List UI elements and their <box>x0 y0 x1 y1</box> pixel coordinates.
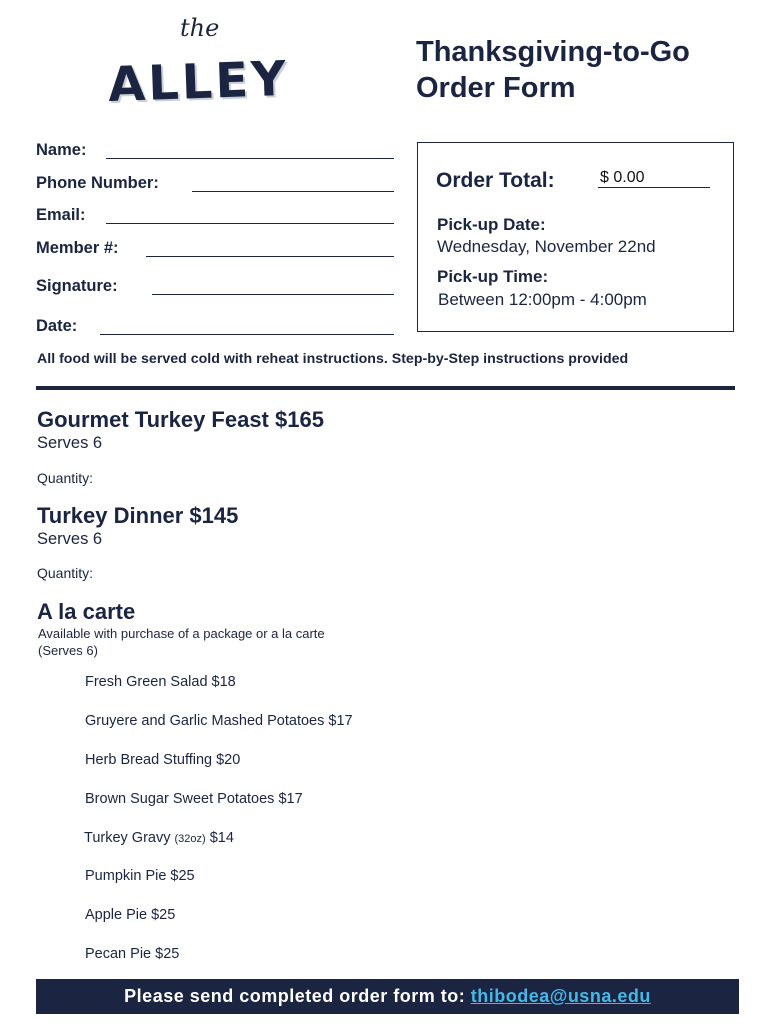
date-field[interactable] <box>36 317 77 339</box>
package-title: Gourmet Turkey Feast $165 <box>37 407 324 432</box>
package-title: Turkey Dinner $145 <box>37 503 239 528</box>
name-input-line[interactable] <box>106 158 394 159</box>
title-line-1: Thanksgiving-to-Go <box>416 36 690 68</box>
menu-item: Apple Pie $25 <box>85 907 176 923</box>
order-total-label: Order Total: <box>436 169 555 192</box>
logo <box>108 14 308 114</box>
package-serves: Serves 6 <box>37 530 103 548</box>
member-input-line[interactable] <box>146 256 394 257</box>
title-line-2: Order Form <box>416 72 576 104</box>
pickup-time-value: Between 12:00pm - 4:00pm <box>438 290 647 309</box>
footer-banner <box>36 979 739 1014</box>
pickup-time-label: Pick-up Time: <box>437 267 549 286</box>
menu-item-price: $14 <box>209 830 234 846</box>
package-serves: Serves 6 <box>37 434 103 452</box>
menu-item: Pecan Pie $25 <box>85 946 180 962</box>
package-quantity-label[interactable]: Quantity: <box>37 470 94 486</box>
email-label: Email: <box>36 206 86 224</box>
logo-small-text: the <box>180 14 220 42</box>
footer-email-link[interactable]: thibodea@usna.edu <box>470 986 651 1006</box>
order-summary-box <box>417 142 734 332</box>
footer-text: Please send completed order form to: <box>124 986 466 1006</box>
a-la-carte-subtitle-line-2: (Serves 6) <box>38 643 98 658</box>
menu-item-size: (32oz) <box>174 833 206 845</box>
member-field[interactable] <box>36 239 119 261</box>
menu-item-name: Turkey Gravy <box>84 830 171 846</box>
divider <box>36 386 735 390</box>
signature-input-line[interactable] <box>152 294 394 295</box>
email-field[interactable] <box>36 206 86 228</box>
menu-item: Gruyere and Garlic Mashed Potatoes $17 <box>85 713 353 729</box>
logo-big-text: ALLEY <box>107 50 290 114</box>
package-quantity-label[interactable]: Quantity: <box>37 565 94 581</box>
a-la-carte-title: A la carte <box>37 599 136 624</box>
phone-input-line[interactable] <box>192 191 394 192</box>
phone-field[interactable] <box>36 174 159 196</box>
menu-item-gravy <box>84 830 234 846</box>
date-input-line[interactable] <box>100 334 394 335</box>
page-title <box>416 34 690 106</box>
signature-field[interactable] <box>36 277 118 299</box>
pickup-date-label: Pick-up Date: <box>437 215 546 234</box>
a-la-carte-subtitle <box>38 625 398 659</box>
menu-item: Pumpkin Pie $25 <box>85 868 195 884</box>
menu-item: Brown Sugar Sweet Potatoes $17 <box>85 791 303 807</box>
date-label: Date: <box>36 317 78 335</box>
name-field[interactable] <box>36 141 86 163</box>
order-total-value[interactable]: $ 0.00 <box>598 169 710 188</box>
member-label: Member #: <box>36 239 119 257</box>
menu-item: Fresh Green Salad $18 <box>85 674 236 690</box>
email-input-line[interactable] <box>106 223 394 224</box>
reheat-note: All food will be served cold with reheat instructions. Step-by-Step instructions provided <box>37 351 629 367</box>
phone-label: Phone Number: <box>36 174 159 192</box>
name-label: Name: <box>36 141 87 159</box>
a-la-carte-subtitle-line-1: Available with purchase of a package or a la carte <box>38 626 325 641</box>
signature-label: Signature: <box>36 277 118 295</box>
pickup-date-value: Wednesday, November 22nd <box>437 237 656 256</box>
menu-item: Herb Bread Stuffing $20 <box>85 752 241 768</box>
